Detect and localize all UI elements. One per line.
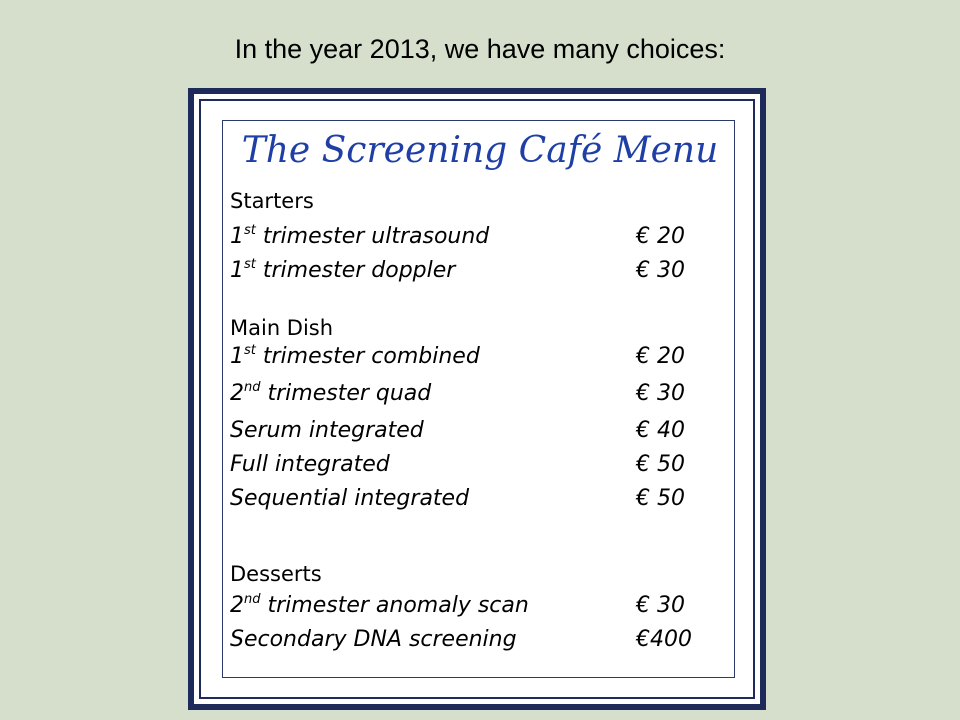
menu-item: [230, 418, 720, 450]
menu-item: [230, 452, 720, 484]
section-main-label: Main Dish: [230, 316, 334, 340]
menu-item: [230, 344, 720, 376]
menu-item-price: € 30: [636, 258, 685, 283]
menu-item-price: € 30: [636, 593, 685, 618]
menu-item: [230, 627, 720, 659]
menu-title: The Screening Café Menu: [241, 130, 719, 171]
menu-item-name: Serum integrated: [230, 418, 424, 443]
section-desserts-label: Desserts: [230, 562, 322, 586]
menu-item-name: 1st trimester combined: [230, 343, 480, 369]
menu-item-name: Secondary DNA screening: [230, 627, 517, 652]
menu-item-price: €400: [636, 627, 692, 652]
menu-item-name: 1st trimester doppler: [230, 257, 456, 283]
menu-item-name: Sequential integrated: [230, 486, 470, 511]
menu-item-name: 1st trimester ultrasound: [230, 223, 490, 249]
menu-item-price: € 30: [636, 381, 685, 406]
menu-item-name: Full integrated: [230, 452, 390, 477]
menu-item: [230, 486, 720, 518]
menu-item-name: 2nd trimester quad: [230, 380, 432, 406]
menu-item: [230, 224, 720, 256]
menu-item-price: € 20: [636, 224, 685, 249]
menu-item-price: € 20: [636, 344, 685, 369]
slide-heading: In the year 2013, we have many choices:: [234, 34, 726, 64]
section-starters-label: Starters: [230, 189, 314, 213]
menu-item-name: 2nd trimester anomaly scan: [230, 592, 529, 618]
menu-item-price: € 50: [636, 452, 685, 477]
menu-item-price: € 50: [636, 486, 685, 511]
menu-item: [230, 381, 720, 413]
menu-item: [230, 593, 720, 625]
menu-item: [230, 258, 720, 290]
menu-item-price: € 40: [636, 418, 685, 443]
